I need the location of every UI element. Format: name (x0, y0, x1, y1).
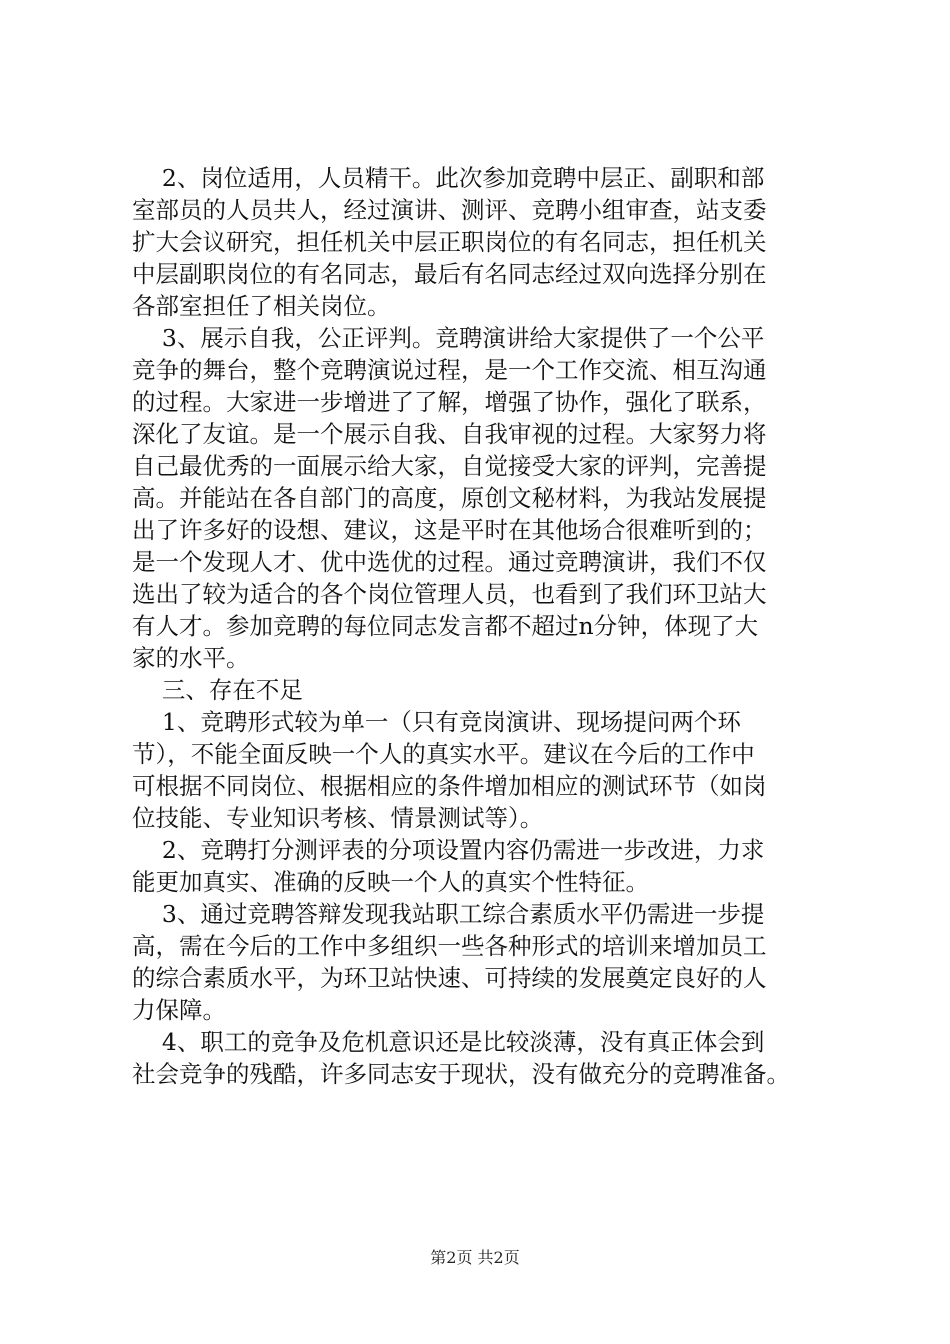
text-line: 位技能、专业知识考核、情景测试等）。 (132, 804, 544, 832)
text-line: 中层副职岗位的有名同志，最后有名同志经过双向选择分别在 (132, 260, 767, 288)
text-line: 的综合素质水平，为环卫站快速、可持续的发展奠定良好的人 (132, 964, 767, 992)
text-line: 力保障。 (132, 996, 226, 1024)
text-line: 家的水平。 (132, 644, 250, 672)
text-line: 选出了较为适合的各个岗位管理人员，也看到了我们环卫站大 (132, 580, 767, 608)
text-line: 3、展示自我，公正评判。竞聘演讲给大家提供了一个公平 (132, 324, 765, 352)
text-line: 出了许多好的设想、建议，这是平时在其他场合很难听到的； (132, 516, 767, 544)
text-line: 有人才。参加竞聘的每位同志发言都不超过n分钟，体现了大 (132, 612, 759, 640)
text-line: 各部室担任了相关岗位。 (132, 292, 391, 320)
text-line: 扩大会议研究，担任机关中层正职岗位的有名同志，担任机关 (132, 228, 767, 256)
text-line: 3、通过竞聘答辩发现我站职工综合素质水平仍需进一步提 (132, 900, 765, 928)
page-number-footer: 第2页 共2页 (430, 1248, 520, 1267)
text-line: 1、竞聘形式较为单一（只有竞岗演讲、现场提问两个环 (132, 708, 741, 736)
text-line: 深化了友谊。是一个展示自我、自我审视的过程。大家努力将 (132, 420, 767, 448)
text-line: 竞争的舞台，整个竞聘演说过程，是一个工作交流、相互沟通 (132, 356, 767, 384)
text-line: 2、竞聘打分测评表的分项设置内容仍需进一步改进，力求 (132, 836, 765, 864)
text-line: 可根据不同岗位、根据相应的条件增加相应的测试环节（如岗 (132, 772, 767, 800)
text-line: 高。并能站在各自部门的高度，原创文秘材料，为我站发展提 (132, 484, 767, 512)
text-line: 社会竞争的残酷，许多同志安于现状，没有做充分的竞聘准备。 (132, 1060, 790, 1088)
section-heading: 三、存在不足 (132, 676, 303, 704)
text-line: 的过程。大家进一步增进了了解，增强了协作，强化了联系， (132, 388, 767, 416)
text-line: 是一个发现人才、优中选优的过程。通过竞聘演讲，我们不仅 (132, 548, 767, 576)
text-line: 能更加真实、准确的反映一个人的真实个性特征。 (132, 868, 649, 896)
text-line: 高，需在今后的工作中多组织一些各种形式的培训来增加员工 (132, 932, 767, 960)
text-line: 4、职工的竞争及危机意识还是比较淡薄，没有真正体会到 (132, 1028, 765, 1056)
text-line: 自己最优秀的一面展示给大家，自觉接受大家的评判，完善提 (132, 452, 767, 480)
text-line: 节），不能全面反映一个人的真实水平。建议在今后的工作中 (132, 740, 755, 768)
text-line: 2、岗位适用，人员精干。此次参加竞聘中层正、副职和部 (132, 164, 765, 192)
text-line: 室部员的人员共人，经过演讲、测评、竞聘小组审查，站支委 (132, 196, 767, 224)
